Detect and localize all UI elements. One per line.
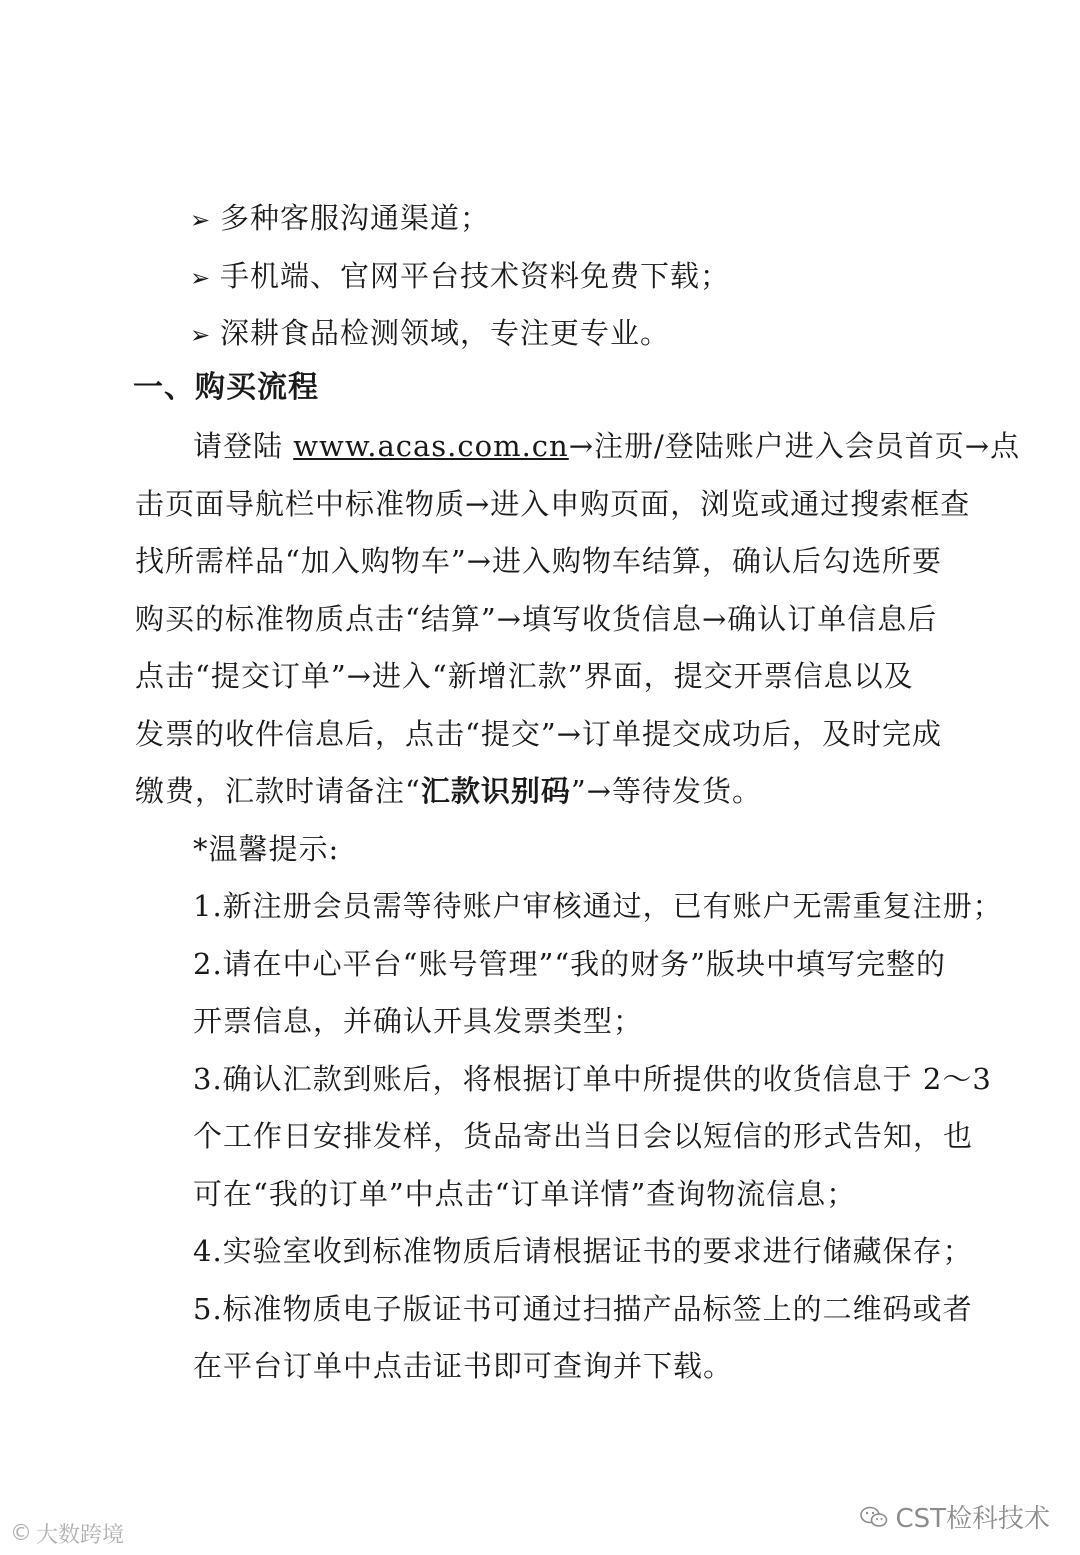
watermark-text: 大数跨境	[36, 1523, 125, 1548]
paragraph-line: 请登陆 www.acas.com.cn→注册/登陆账户进入会员首页→点	[193, 429, 1021, 463]
bullet-item: ➢ 多种客服沟通渠道；	[190, 198, 490, 240]
remittance-code-emphasis: 汇款识别码	[420, 774, 571, 808]
bullet-item: ➢ 深耕食品检测领域，专注更专业。	[190, 313, 670, 355]
tip-item: 1.新注册会员需等待账户审核通过，已有账户无需重复注册；	[193, 889, 1003, 923]
paragraph-line: 发票的收件信息后，点击“提交”→订单提交成功后，及时完成	[135, 717, 942, 751]
arrow-bullet-icon: ➢	[190, 206, 212, 234]
section-heading: 一、购买流程	[133, 370, 319, 405]
tip-item: 3.确认汇款到账后，将根据订单中所提供的收货信息于 2～3	[193, 1062, 992, 1096]
copyright-icon: ©	[10, 1521, 32, 1546]
arrow-bullet-icon: ➢	[190, 264, 212, 292]
paragraph-line: 找所需样品“加入购物车”→进入购物车结算，确认后勾选所要	[135, 544, 942, 578]
tip-item: 5.标准物质电子版证书可通过扫描产品标签上的二维码或者	[193, 1292, 973, 1326]
paragraph-line: 击页面导航栏中标准物质→进入申购页面，浏览或通过搜索框查	[135, 487, 971, 521]
tip-item-continuation: 可在“我的订单”中点击“订单详情”查询物流信息；	[193, 1177, 857, 1211]
tip-item-continuation: 个工作日安排发样，货品寄出当日会以短信的形式告知，也	[193, 1119, 974, 1153]
wechat-icon	[859, 1505, 889, 1529]
website-link[interactable]: www.acas.com.cn	[293, 429, 569, 463]
tip-item: 2.请在中心平台“账号管理”“我的财务”版块中填写完整的	[193, 947, 946, 981]
paragraph-line: 缴费，汇款时请备注“汇款识别码”→等待发货。	[135, 774, 762, 808]
tip-item-continuation: 开票信息，并确认开具发票类型；	[193, 1004, 644, 1038]
source-watermark	[10, 1518, 124, 1549]
tips-title: *温馨提示:	[193, 832, 340, 866]
arrow-bullet-icon: ➢	[190, 321, 212, 349]
watermark-text: CST检科技术	[895, 1504, 1050, 1534]
wechat-watermark	[859, 1498, 1050, 1535]
tip-item-continuation: 在平台订单中点击证书即可查询并下载。	[193, 1349, 734, 1383]
tip-item: 4.实验室收到标准物质后请根据证书的要求进行储藏保存；	[193, 1234, 973, 1268]
bullet-item: ➢ 手机端、官网平台技术资料免费下载；	[190, 256, 730, 298]
paragraph-line: 点击“提交订单”→进入“新增汇款”界面，提交开票信息以及	[135, 659, 914, 693]
paragraph-line: 购买的标准物质点击“结算”→填写收货信息→确认订单信息后	[135, 602, 938, 636]
